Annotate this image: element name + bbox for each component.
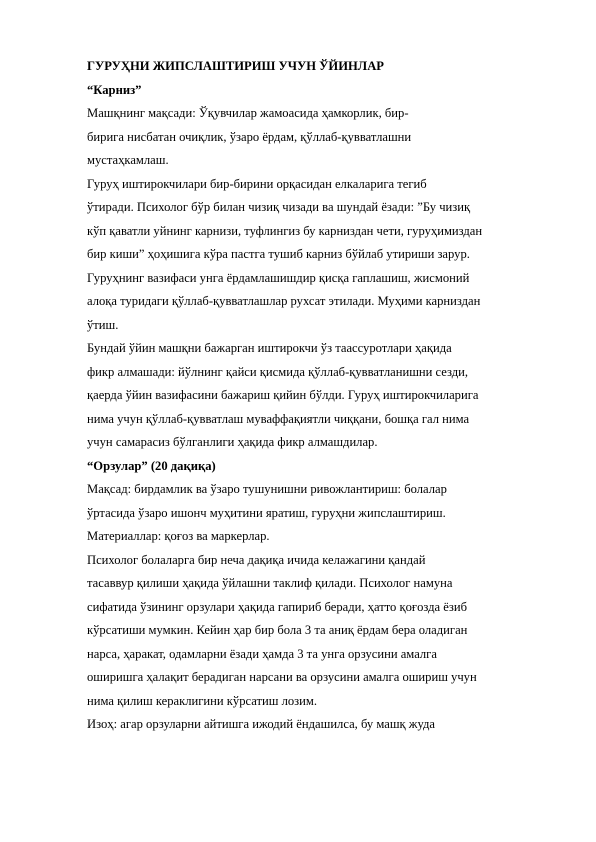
text-line: мустаҳкамлаш. (87, 153, 169, 167)
text-line: Гуруҳ иштирокчилари бир-бирини орқасидан елкаларига тегиб (87, 176, 427, 191)
text-line: кўп қаватли уйнинг карнизи, туфлингиз бу карниздан чети, гуруҳимиздан (87, 223, 483, 238)
text-line: Психолог болаларга бир неча дақиқа ичида келажагини қандай (87, 552, 426, 567)
text-line: нима қилиш кераклигини кўрсатиш лозим. (87, 693, 318, 708)
text-line: кўрсатиши мумкин. Кейин ҳар бир бола 3 та аниқ ёрдам бера оладиган (87, 623, 468, 637)
text-line: ўтиш. (87, 317, 119, 332)
text-line: бирига нисбатан очиқлик, ўзаро ёрдам, қўллаб-қувватлашни (87, 129, 412, 144)
text-line: қаерда ўйин вазифасини бажариш қийин бўлди. Гуруҳ иштирокчиларига (87, 388, 479, 402)
text-line: алоқа туридаги қўллаб-қувватлашлар рухсат этилади. Муҳими карниздан (87, 294, 481, 308)
text-line: Бундай ўйин машқни бажарган иштирокчи ўз таассуротлари ҳақида (87, 341, 452, 355)
text-line: оширишга ҳалақит берадиган нарсани ва орзусини амалга ошириш учун (87, 670, 477, 684)
document-page (87, 55, 567, 737)
text-line: Изоҳ: агар орзуларни айтишга ижодий ёндашилса, бу машқ жуда (87, 717, 435, 731)
text-line: фикр алмашади: йўлнинг қайси қисмида қўллаб-қувватланишни сезди, (87, 364, 469, 379)
text-line: Гуруҳнинг вазифаси унга ёрдамлашишдир қисқа гаплашиш, жисмоний (87, 270, 470, 285)
text-line: тасаввур қилиши ҳақида ўйлашни таклиф қилади. Психолог намуна (87, 576, 453, 590)
text-line: Материаллар: қоғоз ва маркерлар. (87, 529, 270, 543)
text-line: нарса, ҳаракат, одамларни ёзади ҳамда 3 та унга орзусини амалга (87, 646, 437, 661)
text-line: сифатида ўзининг орзулари ҳақида гапириб беради, ҳатто қоғозда ёзиб (87, 599, 467, 614)
section-heading-karniz: “Карниз” (87, 82, 142, 97)
text-line: Машқнинг мақсади: Ўқувчилар жамоасида ҳамкорлик, бир- (87, 106, 409, 120)
text-line: бир киши” ҳоҳишига кўра пастга тушиб карниз бўйлаб утириши зарур. (87, 247, 470, 261)
document-title: ГУРУҲНИ ЖИПСЛАШТИРИШ УЧУН ЎЙИНЛАР (87, 59, 384, 73)
text-line: нима учун қўллаб-қувватлаш муваффақиятли чиққани, бошқа гал нима (87, 411, 470, 426)
text-line: учун самарасиз бўлганлиги ҳақида фикр алмашдилар. (87, 435, 378, 449)
text-line: ўртасида ўзаро ишонч муҳитини яратиш, гуруҳни жипслаштириш. (87, 505, 446, 520)
text-line: ўтиради. Психолог бўр билан чизиқ чизади ва шундай ёзади: ”Бу чизиқ (87, 200, 471, 214)
text-line: Мақсад: бирдамлик ва ўзаро тушунишни ривожлантириш: болалар (87, 482, 447, 496)
section-heading-orzular: “Орзулар” (20 дақиқа) (87, 458, 216, 473)
